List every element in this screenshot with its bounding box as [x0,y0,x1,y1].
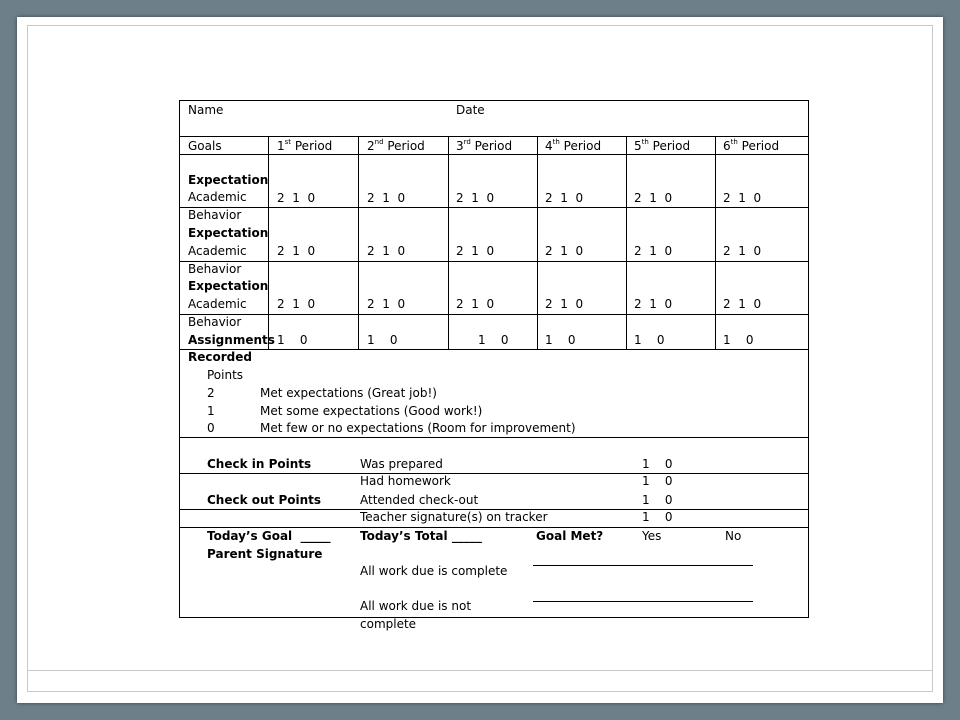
score-cell: 2 1 0 [367,244,406,258]
score-cell: 2 1 0 [456,191,495,205]
slide-bottom-strip [27,669,933,692]
score-cell: 2 1 0 [723,297,762,311]
points-desc: Met expectations (Great job!) [260,386,437,400]
score-cell: 2 1 0 [634,191,673,205]
check-in-item: Was prepared [360,457,443,471]
todays-goal: Today’s Goal _____ [207,529,331,543]
check-in-item: Had homework [360,474,451,488]
score-cell: 2 1 0 [634,297,673,311]
assignments-label: Recorded [188,350,252,364]
assignments-label: Assignments [188,333,275,347]
goal-label: Behavior [188,208,242,222]
period-header: 3rd Period [456,138,513,153]
check-in-score: 1 0 [642,457,673,471]
column-divider [537,136,538,349]
column-divider [715,136,716,349]
check-out-item: Teacher signature(s) on tracker [360,510,548,524]
goal-met-label: Goal Met? [536,529,604,543]
score-cell: 2 1 0 [456,244,495,258]
work-not-complete-label: complete [360,617,417,631]
score-cell: 2 1 0 [367,191,406,205]
rule [180,314,808,315]
check-out-score: 1 0 [642,510,673,524]
period-header: 6th Period [723,138,780,153]
rule [180,473,808,474]
period-header: 1st Period [277,138,333,153]
points-value: 0 [207,421,215,435]
assignment-score: 1 0 [723,333,754,347]
period-header: 4th Period [545,138,602,153]
assignment-score: 1 0 [545,333,576,347]
check-in-label: Check in Points [207,457,312,471]
score-cell: 2 1 0 [277,191,316,205]
points-desc: Met some expectations (Good work!) [260,404,483,418]
behavior-tracker-form [179,100,809,631]
signature-line-complete [533,565,753,566]
assignment-score: 1 0 [277,333,308,347]
points-title: Points [207,368,244,382]
todays-total: Today’s Total _____ [360,529,482,543]
score-cell: 2 1 0 [456,297,495,311]
score-cell: 2 1 0 [367,297,406,311]
check-in-score: 1 0 [642,474,673,488]
period-header: 5th Period [634,138,691,153]
score-cell: 2 1 0 [545,297,584,311]
score-cell: 2 1 0 [277,244,316,258]
period-header: 2nd Period [367,138,425,153]
parent-signature-label: Parent Signature [207,547,323,561]
score-cell: 2 1 0 [634,244,673,258]
goal-label: Academic [188,297,247,311]
points-desc: Met few or no expectations (Room for improvement) [260,421,576,435]
score-cell: 2 1 0 [545,244,584,258]
slide-page [17,17,943,703]
rule [180,136,808,137]
goal-label: Expectation [188,173,269,187]
date-label: Date [456,103,485,117]
assignment-score: 1 0 [478,333,509,347]
goal-label: Behavior [188,262,242,276]
score-cell: 2 1 0 [277,297,316,311]
column-divider [358,136,359,349]
goal-label: Academic [188,190,247,204]
column-divider [448,136,449,349]
work-complete-label: All work due is complete [360,564,508,578]
rule [180,437,808,438]
work-not-complete-label: All work due is not [360,599,472,613]
check-out-label: Check out Points [207,493,322,507]
column-divider [626,136,627,349]
assignment-score: 1 0 [634,333,665,347]
score-cell: 2 1 0 [723,244,762,258]
goal-label: Academic [188,244,247,258]
goal-met-no: No [725,529,742,543]
assignment-score: 1 0 [367,333,398,347]
points-value: 2 [207,386,215,400]
goal-label: Expectation [188,279,269,293]
rule [180,207,808,208]
goal-label: Expectation [188,226,269,240]
rule [180,261,808,262]
goal-met-yes: Yes [642,529,662,543]
rule [180,349,808,350]
column-divider [268,136,269,349]
score-cell: 2 1 0 [545,191,584,205]
signature-line-not-complete [533,601,753,602]
points-value: 1 [207,404,215,418]
name-label: Name [188,103,224,117]
goals-header: Goals [188,139,222,153]
check-out-item: Attended check-out [360,493,479,507]
score-cell: 2 1 0 [723,191,762,205]
goal-label: Behavior [188,315,242,329]
check-out-score: 1 0 [642,493,673,507]
